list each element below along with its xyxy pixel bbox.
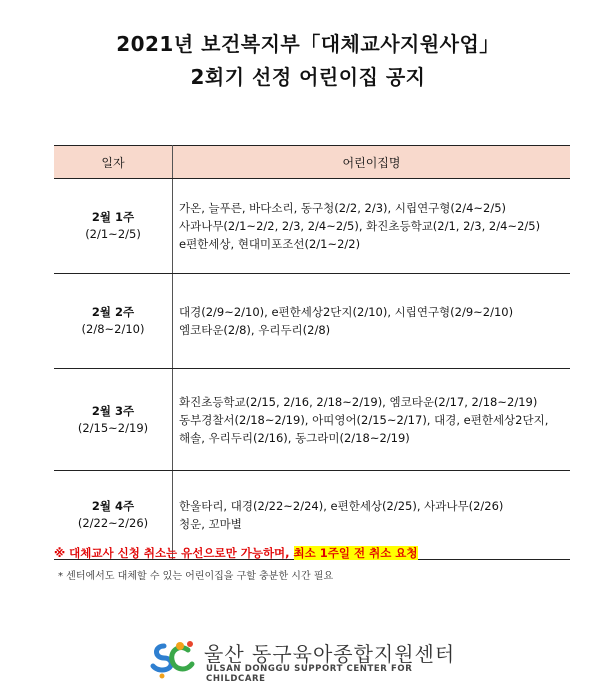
table-row (54, 369, 570, 471)
week-label: 2월 1주 (91, 210, 135, 224)
table-row (54, 274, 570, 369)
cancel-notice (54, 545, 418, 561)
week-cell (54, 369, 173, 471)
centers-line: 한울타리, 대경(2/22~2/24), e편한세상(2/25), 사과나무(2/26) (179, 499, 504, 513)
week-range: (2/15~2/19) (77, 420, 149, 435)
week-label: 2월 3주 (91, 403, 135, 418)
sub-notice: * 센터에서도 대체할 수 있는 어린이집을 구할 충분한 시간 필요 (58, 571, 334, 582)
table-row (54, 179, 570, 274)
org-logo (150, 636, 470, 684)
centers-line: 대경(2/9~2/10), e편한세상2단지(2/10), 시립연구형(2/9~2/10) (179, 305, 514, 319)
centers-line: 가온, 늘푸른, 바다소리, 동구청(2/2, 2/3), 시립연구형(2/4~2/5) (179, 201, 507, 215)
notice-text: ※ 대체교사 신청 취소는 유선으로만 가능하며, (54, 546, 294, 560)
centers-cell (173, 179, 571, 274)
week-label: 2월 4주 (91, 499, 135, 513)
week-range: (2/1~2/5) (85, 227, 141, 241)
centers-line: 청운, 꼬마별 (179, 517, 242, 531)
centers-line: 화진초등학교(2/15, 2/16, 2/18~2/19), 엠코타운(2/17, 2/18~2/19) (179, 394, 538, 409)
notice-highlight: 최소 1주일 전 취소 요청 (293, 546, 418, 560)
title-line-1: 2021년 보건복지부「대체교사지원사업」 (116, 32, 500, 56)
week-label: 2월 2주 (91, 305, 135, 319)
centers-line: e편한세상, 현대미포조선(2/1~2/2) (179, 237, 361, 251)
org-logo-icon (150, 636, 198, 680)
centers-line: 해솔, 우리두리(2/16), 동그라미(2/18~2/19) (179, 430, 410, 445)
week-cell (54, 274, 173, 369)
table-header-row (54, 146, 570, 179)
page-title (0, 28, 616, 94)
header-centers: 어린이집명 (173, 146, 571, 179)
centers-cell (173, 274, 571, 369)
centers-cell (173, 369, 571, 471)
centers-line: 동부경찰서(2/18~2/19), 아띠영어(2/15~2/17), 대경, e편한세상2단지, (179, 412, 549, 427)
centers-line: 사과나무(2/1~2/2, 2/3, 2/4~2/5), 화진초등학교(2/1, 2/3, 2/4~2/5) (179, 219, 541, 233)
week-range: (2/22~2/26) (77, 516, 149, 530)
schedule-table (54, 145, 570, 560)
centers-line: 엠코타운(2/8), 우리두리(2/8) (179, 323, 331, 337)
org-name-english: ULSAN DONGGU SUPPORT CENTER FOR CHILDCARE (206, 664, 413, 684)
org-name-korean: 울산 동구육아종합지원센터 (204, 642, 456, 666)
title-line-2: 2회기 선정 어린이집 공지 (190, 65, 426, 89)
week-cell (54, 179, 173, 274)
week-range: (2/8~2/10) (81, 322, 145, 336)
header-week: 일자 (54, 146, 173, 179)
